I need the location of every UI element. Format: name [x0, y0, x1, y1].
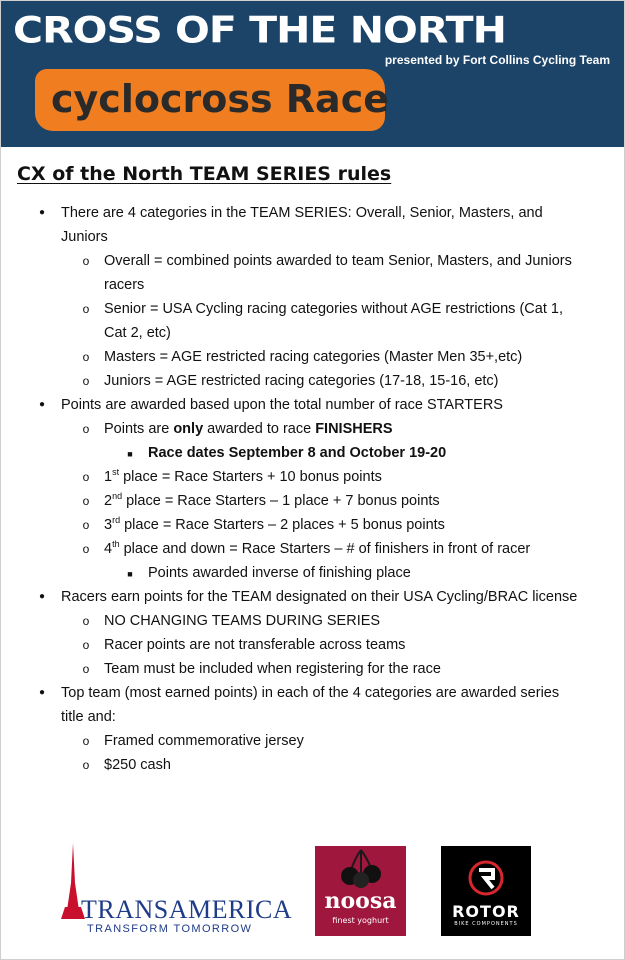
rule-text: rd — [112, 515, 121, 526]
hollow-bullet-icon: o — [82, 302, 90, 316]
rule-item — [1, 297, 624, 345]
bullet-icon: ● — [38, 591, 46, 602]
rule-text: awarded to race — [203, 421, 316, 437]
rule-text: Points awarded inverse of finishing place — [148, 565, 411, 581]
transamerica-tagline: TRANSFORM TOMORROW — [87, 923, 253, 935]
noosa-logo — [315, 846, 406, 936]
rule-text: place and down = Race Starters – # of finishers in front of racer — [119, 541, 531, 557]
rule-text: st — [112, 467, 120, 478]
noosa-tagline: finest yoghurt — [332, 916, 389, 925]
hollow-bullet-icon: o — [82, 542, 90, 556]
transamerica-name: TRANSAMERICA — [81, 895, 293, 924]
rule-item — [1, 345, 624, 369]
rule-text: place = Race Starters + 10 bonus points — [119, 469, 382, 485]
rule-item — [1, 465, 624, 489]
rule-item — [1, 681, 624, 729]
rule-text: place = Race Starters – 1 place + 7 bonus points — [122, 493, 440, 509]
rule-text: 4 — [104, 541, 113, 557]
rule-text: place = Race Starters – 2 places + 5 bonus points — [120, 517, 445, 533]
rule-text: Racer points are not transferable across teams — [104, 637, 406, 653]
hollow-bullet-icon: o — [82, 614, 90, 628]
rule-item — [1, 537, 624, 561]
rule-item — [1, 633, 624, 657]
rotor-emblem-icon — [441, 846, 531, 902]
rule-text: Senior = USA Cycling racing categories without AGE restrictions (Cat 1, Cat 2, etc) — [104, 301, 563, 341]
hollow-bullet-icon: o — [82, 374, 90, 388]
rule-text: Team must be included when registering for the race — [104, 661, 441, 677]
rule-item — [1, 393, 624, 417]
rule-text: NO CHANGING TEAMS DURING SERIES — [104, 613, 381, 629]
hollow-bullet-icon: o — [82, 494, 90, 508]
rule-text: Race dates September 8 and October 19-20 — [148, 445, 447, 461]
rule-item — [1, 561, 624, 585]
page-title: CX of the North TEAM SERIES rules — [17, 163, 392, 185]
square-bullet-icon: ■ — [127, 569, 133, 579]
rule-text: FINISHERS — [315, 421, 393, 437]
rule-text: Points are — [104, 421, 174, 437]
hollow-bullet-icon: o — [82, 470, 90, 484]
square-bullet-icon: ■ — [127, 449, 133, 459]
rule-text: only — [173, 421, 204, 437]
rule-text: 3 — [104, 517, 113, 533]
rule-text: Points are awarded based upon the total number of race STARTERS — [61, 397, 503, 413]
rule-item — [1, 489, 624, 513]
rule-item — [1, 753, 624, 777]
race-name: cyclocross Race — [51, 77, 389, 121]
rule-item — [1, 417, 624, 441]
rules-list — [1, 201, 624, 777]
rotor-tagline: BIKE COMPONENTS — [454, 921, 518, 927]
rule-item — [1, 585, 624, 609]
rule-item — [1, 609, 624, 633]
rule-text: Racers earn points for the TEAM designated on their USA Cycling/BRAC license — [61, 589, 578, 605]
hollow-bullet-icon: o — [82, 422, 90, 436]
rule-item — [1, 657, 624, 681]
rule-item — [1, 513, 624, 537]
rule-text: Overall = combined points awarded to team Senior, Masters, and Juniors racers — [104, 253, 572, 293]
hollow-bullet-icon: o — [82, 638, 90, 652]
bullet-icon: ● — [38, 207, 46, 218]
rule-item — [1, 201, 624, 249]
rule-text: 1 — [104, 469, 113, 485]
rotor-name: ROTOR — [452, 902, 520, 921]
rotor-logo — [441, 846, 531, 936]
cherries-icon — [315, 846, 406, 890]
rule-text: Framed commemorative jersey — [104, 733, 304, 749]
rule-item — [1, 249, 624, 297]
bullet-icon: ● — [38, 687, 46, 698]
hollow-bullet-icon: o — [82, 254, 90, 268]
rule-text: Top team (most earned points) in each of the 4 categories are awarded series title and: — [61, 685, 560, 725]
rule-text: nd — [112, 491, 123, 502]
rule-item — [1, 729, 624, 753]
banner-title: CROSS OF THE NORTH — [13, 8, 506, 52]
rule-item — [1, 441, 624, 465]
rule-item — [1, 369, 624, 393]
bullet-icon: ● — [38, 399, 46, 410]
rule-text: There are 4 categories in the TEAM SERIES: Overall, Senior, Masters, and Juniors — [61, 205, 543, 245]
rule-text: Juniors = AGE restricted racing categories (17-18, 15-16, etc) — [104, 373, 499, 389]
hollow-bullet-icon: o — [82, 662, 90, 676]
rule-text: 2 — [104, 493, 113, 509]
hollow-bullet-icon: o — [82, 734, 90, 748]
transamerica-logo — [53, 843, 293, 939]
header-banner — [1, 1, 624, 147]
rule-text: th — [112, 539, 120, 550]
hollow-bullet-icon: o — [82, 518, 90, 532]
noosa-name: noosa — [324, 888, 397, 914]
banner-subtitle: presented by Fort Collins Cycling Team — [384, 53, 610, 67]
rule-text: Masters = AGE restricted racing categories (Master Men 35+,etc) — [104, 349, 523, 365]
rule-text: $250 cash — [104, 757, 171, 773]
hollow-bullet-icon: o — [82, 758, 90, 772]
hollow-bullet-icon: o — [82, 350, 90, 364]
